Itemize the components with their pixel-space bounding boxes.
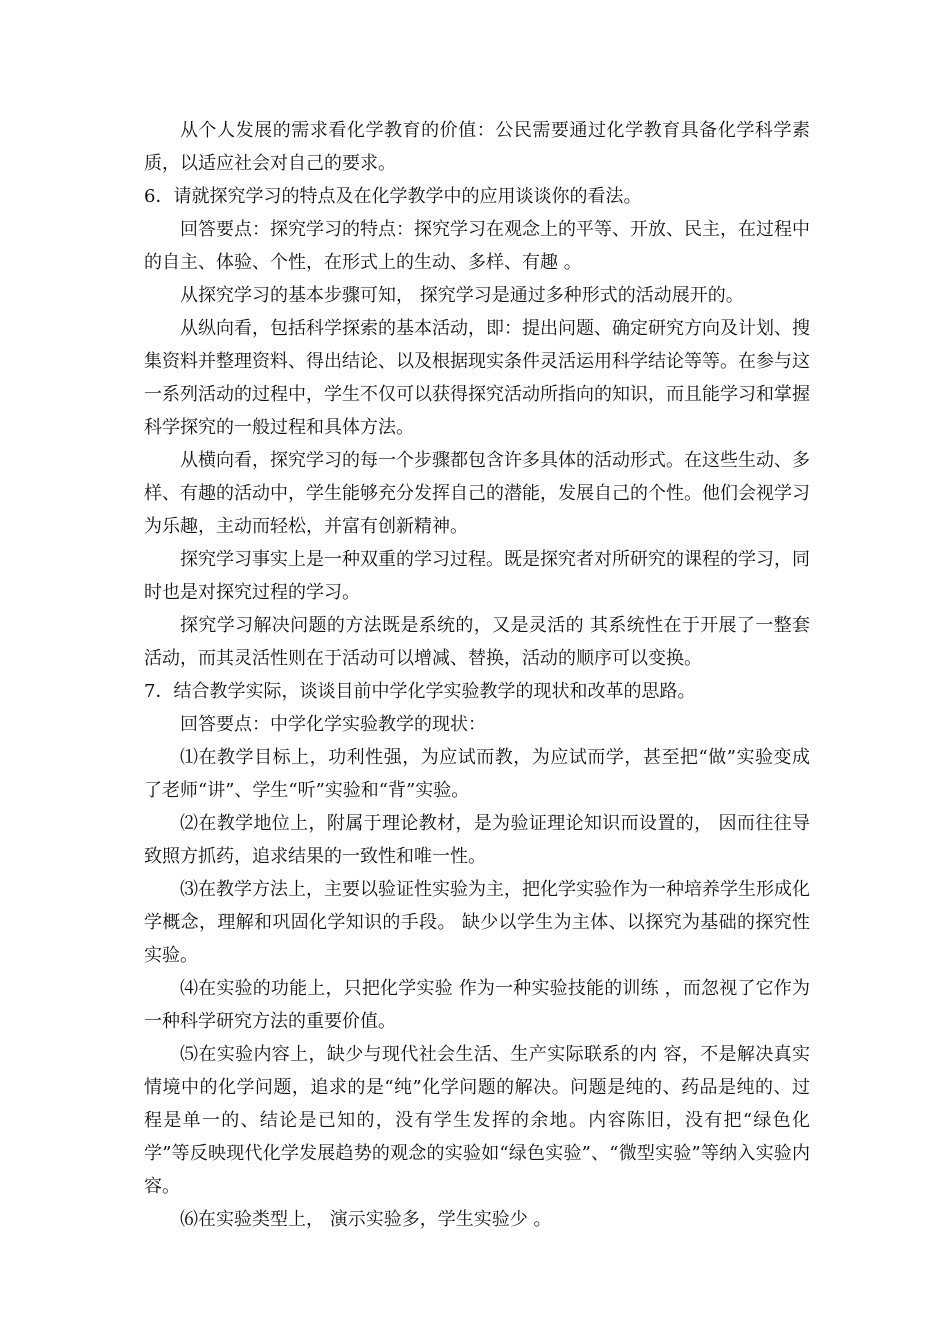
list-item-5-experiment-content: ⑸在实验内容上，缺少与现代社会生活、生产实际联系的内 容，不是解决真实情境中的化学问题，追求的是“纯”化学问题的解决。问题是纯的、药品是纯的、过程是单一的、结论是已知的，没有学生发挥的余地。内容陈旧，没有把“绿色化学”等反映现代化学发展趋势的观念的实验如“绿色实验”、“微型实验”等纳入实验内容。 [144,1044,810,1197]
list-item-2-teaching-status: ⑵在教学地位上，附属于理论教材，是为验证理论知识而设置的， 因而往往导致照方抓药，追求结果的一致性和唯一性。 [144,813,810,867]
paragraph-vertical-view: 从纵向看，包括科学探索的基本活动，即：提出问题、确定研究方向及计划、搜集资料并整理资料、得出结论、以及根据现实条件灵活运用科学结论等等。在参与这一系列活动的过程中，学生不仅可以获得探究活动所指向的知识，而且能学习和掌握科学探究的一般过程和具体方法。 [144,318,810,438]
list-item-4-experiment-function: ⑷在实验的功能上，只把化学实验 作为一种实验技能的训练 ，而忽视了它作为一种科学研究方法的重要价值。 [144,978,810,1032]
paragraph-answer-experiment-status: 回答要点：中学化学实验教学的现状： [180,714,486,735]
list-item-6-experiment-types: ⑹在实验类型上， 演示实验多，学生实验少 。 [180,1209,552,1230]
document-body [144,114,810,1236]
list-item-1-teaching-goals: ⑴在教学目标上，功利性强，为应试而教，为应试而学，甚至把“做”实验变成了老师“讲”、学生“听”实验和“背”实验。 [144,747,810,801]
paragraph-systematic-flexible: 探究学习解决问题的方法既是系统的，又是灵活的 其系统性在于开展了一整套活动，而其灵活性则在于活动可以增减、替换，活动的顺序可以变换。 [144,615,810,669]
paragraph-horizontal-view: 从横向看，探究学习的每一个步骤都包含许多具体的活动形式。在这些生动、多样、有趣的活动中，学生能够充分发挥自己的潜能，发展自己的个性。他们会视学习为乐趣，主动而轻松，并富有创新精神。 [144,450,810,537]
paragraph-dual-process: 探究学习事实上是一种双重的学习过程。既是探究者对所研究的课程的学习，同时也是对探究过程的学习。 [144,549,810,603]
paragraph-inquiry-steps: 从探究学习的基本步骤可知， 探究学习是通过多种形式的活动展开的。 [180,285,744,306]
list-item-3-teaching-methods: ⑶在教学方法上，主要以验证性实验为主，把化学实验作为一种培养学生形成化学概念，理解和巩固化学知识的手段。 缺少以学生为主体、以探究为基础的探究性实验。 [144,879,810,966]
paragraph-individual-value: 从个人发展的需求看化学教育的价值：公民需要通过化学教育具备化学科学素质，以适应社会对自己的要求。 [144,120,810,174]
question-7: 7．结合教学实际，谈谈目前中学化学实验教学的现状和改革的思路。 [144,681,696,702]
paragraph-answer-inquiry-features: 回答要点：探究学习的特点：探究学习在观念上的平等、开放、民主，在过程中的自主、体验、个性，在形式上的生动、多样、有趣 。 [144,219,810,273]
question-6: 6．请就探究学习的特点及在化学教学中的应用谈谈你的看法。 [144,186,642,207]
